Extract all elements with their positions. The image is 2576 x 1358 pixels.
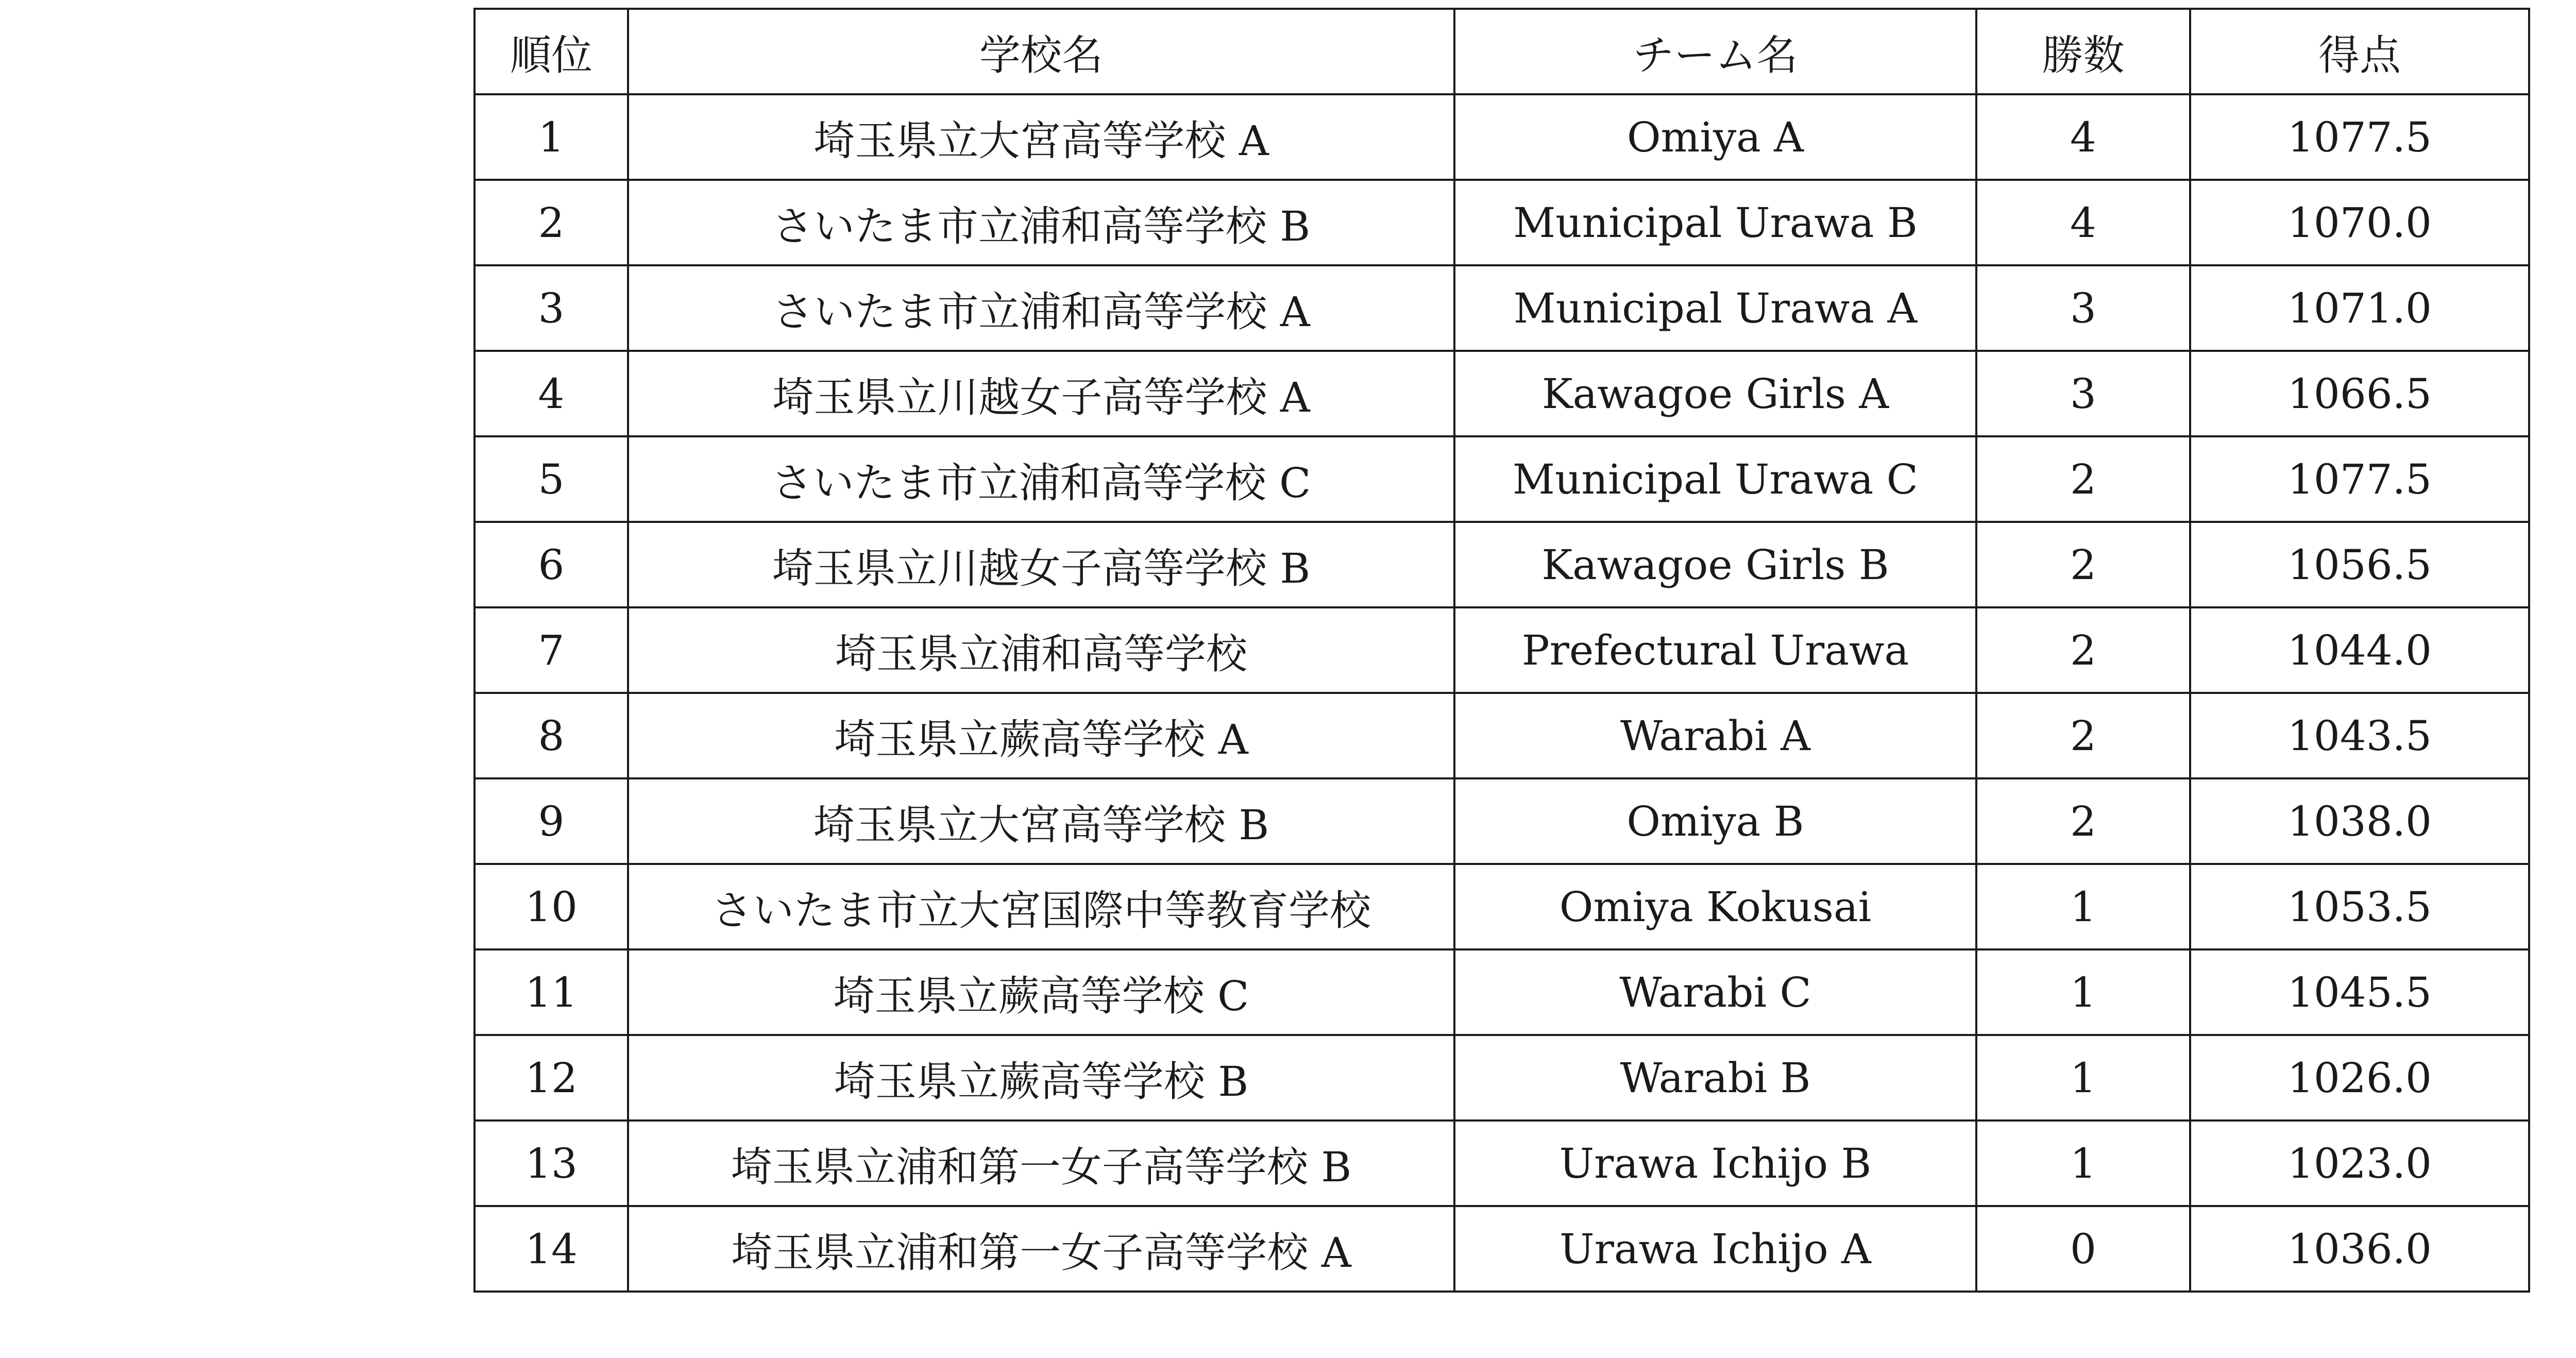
table-row (474, 864, 2529, 949)
cell-rank: 3 (474, 265, 628, 351)
cell-rank: 5 (474, 436, 628, 522)
header-row (474, 9, 2529, 94)
cell-school: 埼玉県立大宮高等学校 A (628, 94, 1454, 180)
cell-team: Kawagoe Girls A (1454, 351, 1976, 436)
cell-school: さいたま市立大宮国際中等教育学校 (628, 864, 1454, 949)
table-row (474, 607, 2529, 693)
table-row (474, 1121, 2529, 1206)
cell-wins: 1 (1976, 1121, 2190, 1206)
cell-school: 埼玉県立浦和第一女子高等学校 B (628, 1121, 1454, 1206)
header-rank: 順位 (474, 9, 628, 94)
cell-score: 1044.0 (2190, 607, 2529, 693)
cell-score: 1023.0 (2190, 1121, 2529, 1206)
cell-school: 埼玉県立浦和第一女子高等学校 A (628, 1206, 1454, 1292)
cell-wins: 3 (1976, 351, 2190, 436)
cell-team: Omiya A (1454, 94, 1976, 180)
cell-rank: 9 (474, 778, 628, 864)
cell-wins: 2 (1976, 522, 2190, 607)
cell-team: Municipal Urawa C (1454, 436, 1976, 522)
header-score: 得点 (2190, 9, 2529, 94)
cell-rank: 11 (474, 949, 628, 1035)
cell-school: さいたま市立浦和高等学校 A (628, 265, 1454, 351)
cell-school: さいたま市立浦和高等学校 B (628, 180, 1454, 265)
cell-rank: 1 (474, 94, 628, 180)
cell-score: 1043.5 (2190, 693, 2529, 778)
cell-score: 1071.0 (2190, 265, 2529, 351)
cell-score: 1036.0 (2190, 1206, 2529, 1292)
cell-team: Municipal Urawa A (1454, 265, 1976, 351)
cell-school: さいたま市立浦和高等学校 C (628, 436, 1454, 522)
cell-team: Omiya Kokusai (1454, 864, 1976, 949)
table-row (474, 436, 2529, 522)
cell-rank: 14 (474, 1206, 628, 1292)
cell-wins: 4 (1976, 94, 2190, 180)
cell-school: 埼玉県立蕨高等学校 B (628, 1035, 1454, 1121)
cell-wins: 2 (1976, 436, 2190, 522)
header-team: チーム名 (1454, 9, 1976, 94)
cell-school: 埼玉県立川越女子高等学校 B (628, 522, 1454, 607)
cell-rank: 4 (474, 351, 628, 436)
cell-score: 1038.0 (2190, 778, 2529, 864)
cell-score: 1070.0 (2190, 180, 2529, 265)
cell-team: Warabi C (1454, 949, 1976, 1035)
cell-rank: 8 (474, 693, 628, 778)
header-wins: 勝数 (1976, 9, 2190, 94)
cell-wins: 3 (1976, 265, 2190, 351)
table-row (474, 949, 2529, 1035)
cell-rank: 10 (474, 864, 628, 949)
cell-score: 1056.5 (2190, 522, 2529, 607)
cell-rank: 2 (474, 180, 628, 265)
table-body (474, 94, 2529, 1292)
cell-rank: 7 (474, 607, 628, 693)
cell-team: Warabi A (1454, 693, 1976, 778)
table-row (474, 351, 2529, 436)
cell-school: 埼玉県立蕨高等学校 C (628, 949, 1454, 1035)
cell-wins: 2 (1976, 607, 2190, 693)
table-row (474, 94, 2529, 180)
cell-rank: 13 (474, 1121, 628, 1206)
cell-wins: 2 (1976, 693, 2190, 778)
cell-team: Omiya B (1454, 778, 1976, 864)
table-row (474, 522, 2529, 607)
cell-wins: 1 (1976, 949, 2190, 1035)
cell-team: Warabi B (1454, 1035, 1976, 1121)
cell-team: Municipal Urawa B (1454, 180, 1976, 265)
cell-school: 埼玉県立浦和高等学校 (628, 607, 1454, 693)
cell-wins: 0 (1976, 1206, 2190, 1292)
table-row (474, 180, 2529, 265)
cell-wins: 4 (1976, 180, 2190, 265)
table-row (474, 1206, 2529, 1292)
table-header (474, 9, 2529, 94)
cell-rank: 6 (474, 522, 628, 607)
header-school: 学校名 (628, 9, 1454, 94)
cell-wins: 2 (1976, 778, 2190, 864)
cell-rank: 12 (474, 1035, 628, 1121)
cell-score: 1066.5 (2190, 351, 2529, 436)
cell-team: Prefectural Urawa (1454, 607, 1976, 693)
cell-wins: 1 (1976, 1035, 2190, 1121)
cell-score: 1053.5 (2190, 864, 2529, 949)
table-row (474, 693, 2529, 778)
table-row (474, 1035, 2529, 1121)
cell-team: Urawa Ichijo B (1454, 1121, 1976, 1206)
cell-school: 埼玉県立川越女子高等学校 A (628, 351, 1454, 436)
table-row (474, 778, 2529, 864)
cell-score: 1045.5 (2190, 949, 2529, 1035)
cell-school: 埼玉県立蕨高等学校 A (628, 693, 1454, 778)
results-table (473, 8, 2530, 1293)
table-row (474, 265, 2529, 351)
cell-team: Kawagoe Girls B (1454, 522, 1976, 607)
cell-school: 埼玉県立大宮高等学校 B (628, 778, 1454, 864)
cell-score: 1077.5 (2190, 436, 2529, 522)
cell-wins: 1 (1976, 864, 2190, 949)
cell-score: 1026.0 (2190, 1035, 2529, 1121)
cell-team: Urawa Ichijo A (1454, 1206, 1976, 1292)
cell-score: 1077.5 (2190, 94, 2529, 180)
